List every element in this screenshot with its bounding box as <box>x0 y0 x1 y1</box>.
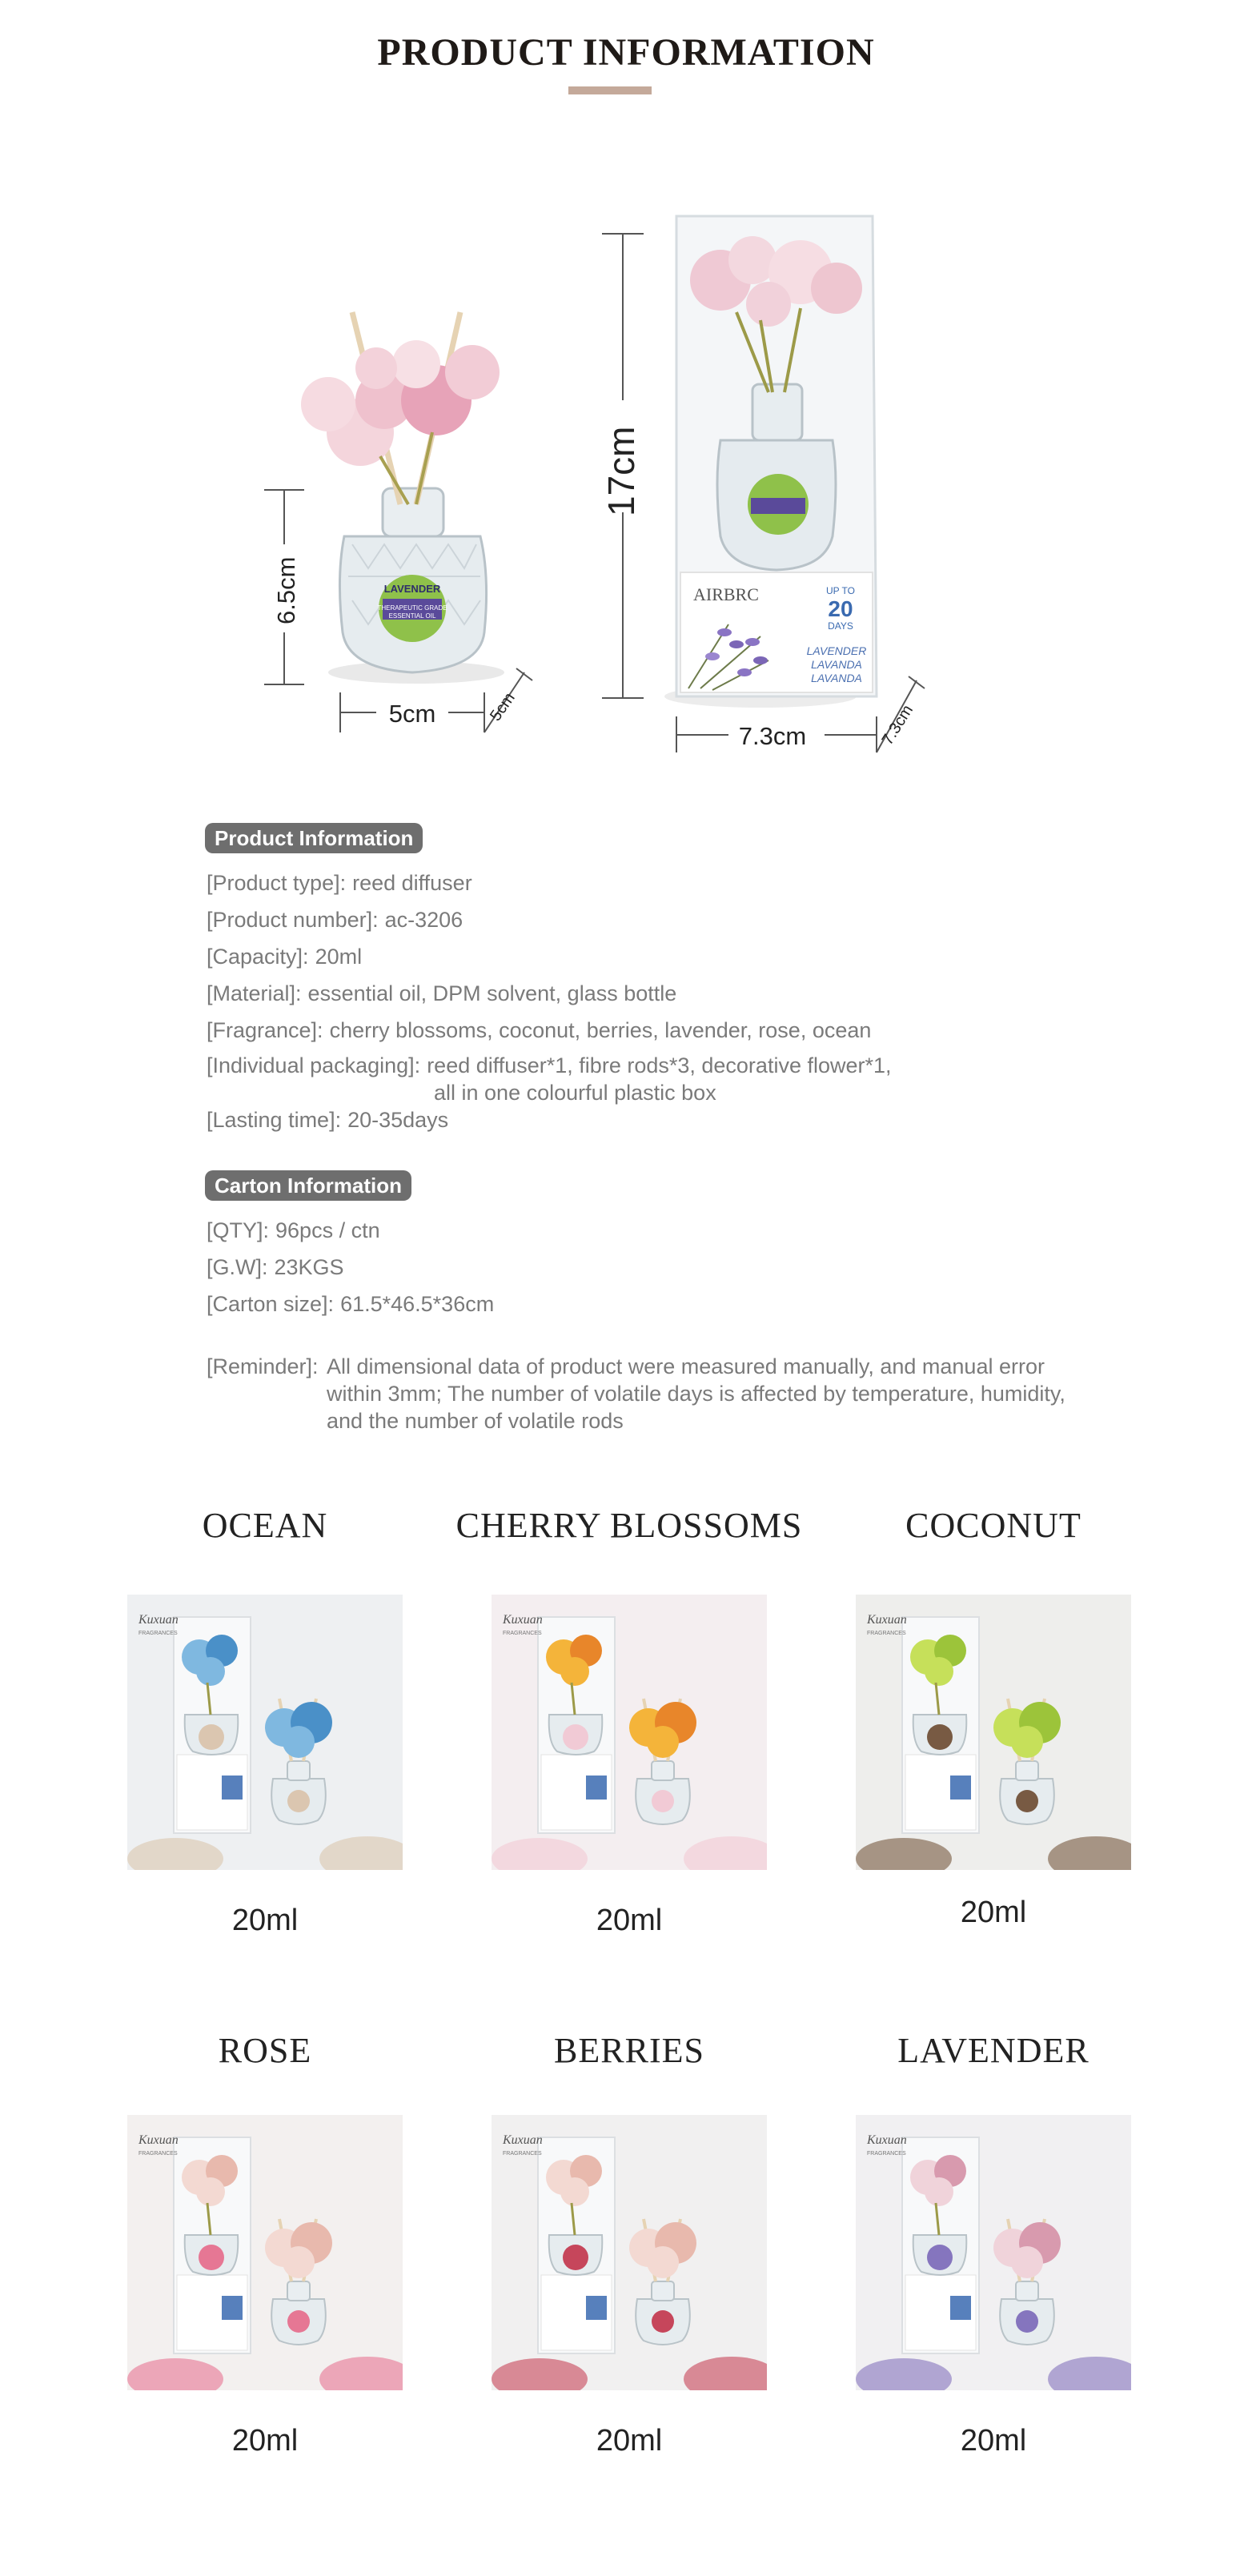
info-value: cherry blossoms, coconut, berries, lavender, rose, ocean <box>329 1018 872 1042</box>
reminder-key: [Reminder]: <box>207 1354 319 1378</box>
fragrance-name: OCEAN <box>202 1506 328 1545</box>
info-value: reed diffuser*1, fibre rods*3, decorative flower*1, <box>427 1053 892 1077</box>
box-upto: UP TO <box>825 585 856 596</box>
fragrance-name: COCONUT <box>905 1506 1081 1545</box>
jar-label-sub2: ESSENTIAL OIL <box>388 612 436 620</box>
box-brand: AIRBRC <box>693 584 759 604</box>
fragrance-size: 20ml <box>596 1904 663 1937</box>
box-depth-label: 7.3cm <box>878 701 917 748</box>
info-value: all in one colourful plastic box <box>434 1081 716 1105</box>
reminder-line-3: and the number of volatile rods <box>327 1409 624 1433</box>
svg-text:FRAGRANCES: FRAGRANCES <box>138 2151 178 2157</box>
box-days: DAYS <box>828 620 853 632</box>
fragrance-product-photo <box>856 1595 1131 1870</box>
info-value: 20-35days <box>347 1108 449 1132</box>
info-key: [Product number]: <box>207 908 379 932</box>
reminder-line-1: All dimensional data of product were measured manually, and manual error <box>327 1354 1045 1378</box>
svg-text:Kuxuan: Kuxuan <box>138 1613 179 1627</box>
info-value: 61.5*46.5*36cm <box>340 1292 495 1316</box>
info-line-material <box>207 980 676 1007</box>
info-value: 20ml <box>315 945 363 969</box>
fragrance-size: 20ml <box>960 1896 1027 1929</box>
carton-line-size <box>207 1290 494 1318</box>
info-line-product-number <box>207 906 463 933</box>
info-key: [Product type]: <box>207 871 347 895</box>
info-line-product-type <box>207 869 472 897</box>
svg-text:Kuxuan: Kuxuan <box>503 1613 543 1627</box>
box-height-label: 17cm <box>600 426 642 516</box>
info-value: ac-3206 <box>384 908 463 932</box>
svg-text:FRAGRANCES: FRAGRANCES <box>503 2151 542 2157</box>
info-line-capacity <box>207 943 362 970</box>
page-title: PRODUCT INFORMATION <box>377 31 875 74</box>
info-key: [Individual packaging]: <box>207 1053 421 1077</box>
reminder-line-2: within 3mm; The number of volatile days is affected by temperature, humidity, <box>327 1382 1065 1406</box>
info-key: [QTY]: <box>207 1218 270 1242</box>
svg-text:Kuxuan: Kuxuan <box>138 2133 179 2147</box>
title-underline <box>568 86 652 94</box>
info-line-packaging-cont <box>434 1079 716 1106</box>
info-key: [G.W]: <box>207 1255 268 1279</box>
svg-text:FRAGRANCES: FRAGRANCES <box>867 2151 906 2157</box>
fragrance-size: 20ml <box>960 2424 1027 2458</box>
small-width-label: 5cm <box>388 700 436 728</box>
info-value: 96pcs / ctn <box>275 1218 380 1242</box>
fragrance-size: 20ml <box>231 1904 299 1937</box>
small-jar <box>339 488 486 672</box>
product-dimension-figure <box>240 200 1009 776</box>
info-value: essential oil, DPM solvent, glass bottle <box>307 981 677 1005</box>
carton-line-gw <box>207 1254 344 1281</box>
fragrance-product-photo <box>492 1595 767 1870</box>
fragrance-product-photo <box>856 2115 1131 2390</box>
box-scent-1: LAVENDER <box>806 644 867 657</box>
jar-label-text: LAVENDER <box>383 583 441 595</box>
boxed-diffuser <box>676 216 877 696</box>
fragrance-size: 20ml <box>231 2424 299 2458</box>
info-key: [Carton size]: <box>207 1292 335 1316</box>
small-height-label: 6.5cm <box>272 556 300 624</box>
fragrance-name: ROSE <box>218 2031 312 2070</box>
fragrance-name: LAVENDER <box>897 2031 1089 2070</box>
svg-text:Kuxuan: Kuxuan <box>867 2133 907 2147</box>
svg-text:FRAGRANCES: FRAGRANCES <box>503 1631 542 1636</box>
info-value: reed diffuser <box>352 871 472 895</box>
product-info-badge: Product Information <box>205 823 423 853</box>
info-key: [Material]: <box>207 981 302 1005</box>
info-value: 23KGS <box>274 1255 344 1279</box>
fragrance-name: CHERRY BLOSSOMS <box>455 1506 803 1545</box>
small-jar-flowers <box>301 340 500 504</box>
fragrance-product-photo <box>127 2115 403 2390</box>
fragrance-name: BERRIES <box>554 2031 704 2070</box>
svg-text:FRAGRANCES: FRAGRANCES <box>138 1631 178 1636</box>
small-depth-label: 5cm <box>487 689 519 724</box>
box-width-label: 7.3cm <box>738 722 807 750</box>
info-line-lasting-time <box>207 1106 448 1134</box>
info-line-packaging <box>207 1052 892 1079</box>
svg-text:FRAGRANCES: FRAGRANCES <box>867 1631 906 1636</box>
info-key: [Lasting time]: <box>207 1108 342 1132</box>
svg-text:Kuxuan: Kuxuan <box>867 1613 907 1627</box>
fragrance-product-photo <box>127 1595 403 1870</box>
info-line-fragrance <box>207 1017 871 1044</box>
fragrance-product-photo <box>492 2115 767 2390</box>
svg-text:Kuxuan: Kuxuan <box>503 2133 543 2147</box>
info-key: [Fragrance]: <box>207 1018 323 1042</box>
jar-label-sub: THERAPEUTIC GRADE <box>377 604 447 612</box>
box-scent-3: LAVANDA <box>811 672 862 684</box>
info-key: [Capacity]: <box>207 945 309 969</box>
carton-line-qty <box>207 1217 380 1244</box>
carton-info-badge: Carton Information <box>205 1170 411 1201</box>
box-days-num: 20 <box>828 596 853 621</box>
fragrance-size: 20ml <box>596 2424 663 2458</box>
box-scent-2: LAVANDA <box>811 658 862 671</box>
